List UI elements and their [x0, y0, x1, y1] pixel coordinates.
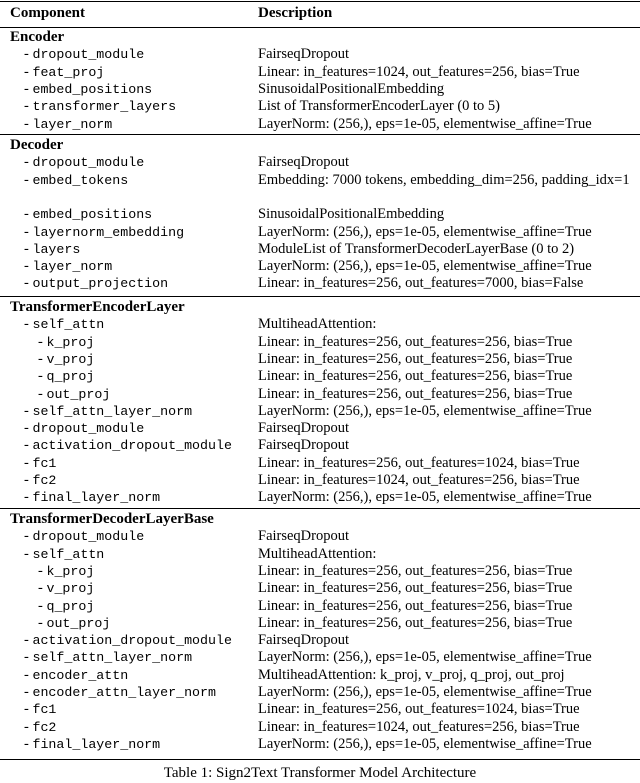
component-identifier: activation_dropout_module	[32, 633, 232, 649]
component-description: LayerNorm: (256,), eps=1e-05, elementwise_affine=True	[258, 258, 592, 275]
dash-marker: -	[24, 46, 33, 63]
component-name	[24, 116, 112, 133]
component-name	[38, 580, 94, 597]
component-description: FairseqDropout	[258, 437, 350, 454]
component-identifier: fc1	[32, 702, 57, 718]
component-identifier: output_projection	[32, 276, 169, 292]
component-description: LayerNorm: (256,), eps=1e-05, elementwise_affine=True	[258, 223, 592, 240]
component-description: FairseqDropout	[258, 632, 350, 649]
dash-marker: -	[24, 718, 33, 735]
component-identifier: fc2	[32, 719, 57, 735]
section-rule	[0, 508, 640, 509]
dash-marker: -	[24, 454, 33, 471]
header-description: Description	[258, 5, 333, 21]
component-identifier: q_proj	[46, 369, 95, 385]
component-description: Linear: in_features=1024, out_features=256, bias=True	[258, 718, 580, 735]
component-description: Linear: in_features=256, out_features=7000, bias=False	[258, 275, 584, 292]
component-identifier: layernorm_embedding	[32, 224, 185, 240]
component-description: LayerNorm: (256,), eps=1e-05, elementwise_affine=True	[258, 735, 592, 752]
component-description: LayerNorm: (256,), eps=1e-05, elementwise_affine=True	[258, 684, 592, 700]
component-identifier: layer_norm	[32, 116, 113, 132]
component-name	[24, 546, 104, 563]
dash-marker: -	[24, 240, 33, 257]
dash-marker: -	[38, 580, 47, 597]
dash-marker: -	[24, 489, 33, 506]
component-description: SinusoidalPositionalEmbedding	[258, 206, 445, 223]
component-name	[38, 368, 94, 385]
component-description: MultiheadAttention:	[258, 316, 377, 333]
component-identifier: self_attn	[32, 546, 105, 562]
component-description: LayerNorm: (256,), eps=1e-05, elementwise_affine=True	[258, 115, 592, 132]
dash-marker: -	[24, 420, 33, 437]
component-identifier: v_proj	[46, 351, 95, 367]
component-description: LayerNorm: (256,), eps=1e-05, elementwise_affine=True	[258, 489, 592, 506]
component-name	[24, 241, 80, 258]
dash-marker: -	[24, 649, 33, 666]
component-identifier: feat_proj	[32, 64, 105, 80]
component-identifier: k_proj	[46, 563, 95, 579]
dash-marker: -	[24, 115, 33, 132]
component-identifier: encoder_attn_layer_norm	[32, 685, 216, 700]
component-identifier: transformer_layers	[32, 99, 177, 115]
component-identifier: dropout_module	[32, 421, 145, 437]
top-rule	[0, 1, 640, 2]
component-identifier: layer_norm	[32, 259, 113, 275]
component-name	[24, 649, 192, 666]
component-name	[24, 81, 152, 98]
section-title: Encoder	[10, 29, 65, 45]
component-description: SinusoidalPositionalEmbedding	[258, 80, 445, 97]
component-identifier: dropout_module	[32, 155, 145, 171]
component-description: FairseqDropout	[258, 420, 350, 437]
component-name	[24, 46, 144, 63]
component-identifier: out_proj	[46, 615, 111, 631]
component-description: LayerNorm: (256,), eps=1e-05, elementwise_affine=True	[258, 402, 592, 419]
component-description: Linear: in_features=256, out_features=256, bias=True	[258, 562, 573, 579]
section-rule	[0, 134, 640, 135]
component-name	[38, 615, 110, 632]
component-name	[24, 667, 128, 684]
component-name	[24, 632, 232, 649]
component-identifier: dropout_module	[32, 529, 145, 545]
component-identifier: dropout_module	[32, 47, 145, 63]
component-description: MultiheadAttention:	[258, 545, 377, 562]
component-name	[24, 736, 160, 753]
dash-marker: -	[24, 528, 33, 545]
component-identifier: out_proj	[46, 386, 111, 402]
component-name	[38, 351, 94, 368]
component-name	[24, 64, 104, 81]
component-name	[24, 258, 112, 275]
component-identifier: self_attn_layer_norm	[32, 403, 193, 419]
component-identifier: layers	[32, 241, 81, 257]
component-identifier: final_layer_norm	[32, 736, 161, 752]
dash-marker: -	[24, 258, 33, 275]
section-title: Decoder	[10, 137, 64, 153]
component-identifier: embed_tokens	[32, 172, 129, 188]
dash-marker: -	[24, 223, 33, 240]
component-name	[24, 98, 176, 115]
dash-marker: -	[24, 316, 33, 333]
component-description: List of TransformerEncoderLayer (0 to 5)	[258, 98, 501, 115]
component-description: Linear: in_features=256, out_features=256, bias=True	[258, 350, 573, 367]
component-description: FairseqDropout	[258, 528, 350, 545]
component-description: Linear: in_features=1024, out_features=256, bias=True	[258, 63, 580, 80]
component-description: Linear: in_features=256, out_features=256, bias=True	[258, 614, 573, 631]
component-name	[38, 563, 94, 580]
component-description: FairseqDropout	[258, 46, 350, 63]
dash-marker: -	[38, 614, 47, 631]
component-identifier: k_proj	[46, 334, 95, 350]
section-rule	[0, 296, 640, 297]
table-caption: Table 1: Sign2Text Transformer Model Architecture	[163, 765, 477, 781]
component-description: LayerNorm: (256,), eps=1e-05, elementwise_affine=True	[258, 649, 592, 666]
component-identifier: v_proj	[46, 581, 95, 597]
component-identifier: embed_positions	[32, 81, 153, 97]
component-name	[24, 437, 232, 454]
component-name	[24, 420, 144, 437]
dash-marker: -	[24, 98, 33, 115]
component-name	[24, 719, 56, 736]
component-description: Linear: in_features=1024, out_features=256, bias=True	[258, 472, 580, 488]
component-name	[38, 334, 94, 351]
component-description: Linear: in_features=256, out_features=256, bias=True	[258, 385, 573, 402]
dash-marker: -	[24, 206, 33, 223]
dash-marker: -	[24, 275, 33, 292]
bottom-rule	[0, 759, 640, 760]
section-title: TransformerDecoderLayerBase	[10, 511, 214, 527]
dash-marker: -	[24, 402, 33, 419]
component-description: Linear: in_features=256, out_features=1024, bias=True	[258, 701, 580, 718]
dash-marker: -	[24, 472, 33, 488]
component-name	[24, 455, 56, 472]
component-identifier: self_attn_layer_norm	[32, 650, 193, 666]
component-description: Linear: in_features=256, out_features=256, bias=True	[258, 597, 573, 614]
section-title: TransformerEncoderLayer	[10, 299, 185, 315]
component-identifier: activation_dropout_module	[32, 438, 232, 454]
component-name	[24, 154, 144, 171]
component-name	[24, 403, 192, 420]
component-name	[24, 472, 56, 489]
dash-marker: -	[38, 350, 47, 367]
component-description: Linear: in_features=256, out_features=1024, bias=True	[258, 454, 580, 471]
dash-marker: -	[24, 735, 33, 752]
dash-marker: -	[24, 666, 33, 683]
dash-marker: -	[38, 597, 47, 614]
dash-marker: -	[24, 684, 33, 700]
header-component: Component	[10, 5, 86, 21]
component-description: Embedding: 7000 tokens, embedding_dim=256, padding_idx=1	[258, 171, 630, 188]
component-name	[24, 701, 56, 718]
dash-marker: -	[38, 385, 47, 402]
component-name	[24, 684, 216, 701]
dash-marker: -	[38, 368, 47, 385]
dash-marker: -	[24, 80, 33, 97]
component-name	[24, 489, 160, 506]
component-identifier: fc2	[32, 473, 57, 488]
header-rule	[0, 27, 640, 28]
component-name	[24, 206, 152, 223]
component-name	[38, 598, 94, 615]
dash-marker: -	[24, 632, 33, 649]
component-description: Linear: in_features=256, out_features=256, bias=True	[258, 333, 573, 350]
component-name	[38, 386, 110, 403]
component-name	[24, 316, 104, 333]
component-identifier: encoder_attn	[32, 667, 129, 683]
component-name	[24, 172, 128, 189]
component-identifier: final_layer_norm	[32, 490, 161, 506]
component-identifier: q_proj	[46, 598, 95, 614]
dash-marker: -	[24, 437, 33, 454]
dash-marker: -	[38, 333, 47, 350]
component-identifier: fc1	[32, 455, 57, 471]
dash-marker: -	[24, 154, 33, 171]
component-description: FairseqDropout	[258, 154, 350, 171]
component-description: Linear: in_features=256, out_features=256, bias=True	[258, 580, 573, 597]
component-description: MultiheadAttention: k_proj, v_proj, q_proj, out_proj	[258, 666, 565, 683]
component-description: ModuleList of TransformerDecoderLayerBase (0 to 2)	[258, 240, 575, 257]
component-name	[24, 275, 168, 292]
dash-marker: -	[24, 701, 33, 718]
component-name	[24, 528, 144, 545]
dash-marker: -	[24, 171, 33, 188]
component-identifier: embed_positions	[32, 207, 153, 223]
dash-marker: -	[24, 63, 33, 80]
component-description: Linear: in_features=256, out_features=256, bias=True	[258, 368, 573, 385]
component-identifier: self_attn	[32, 317, 105, 333]
dash-marker: -	[24, 545, 33, 562]
component-name	[24, 224, 184, 241]
dash-marker: -	[38, 562, 47, 579]
